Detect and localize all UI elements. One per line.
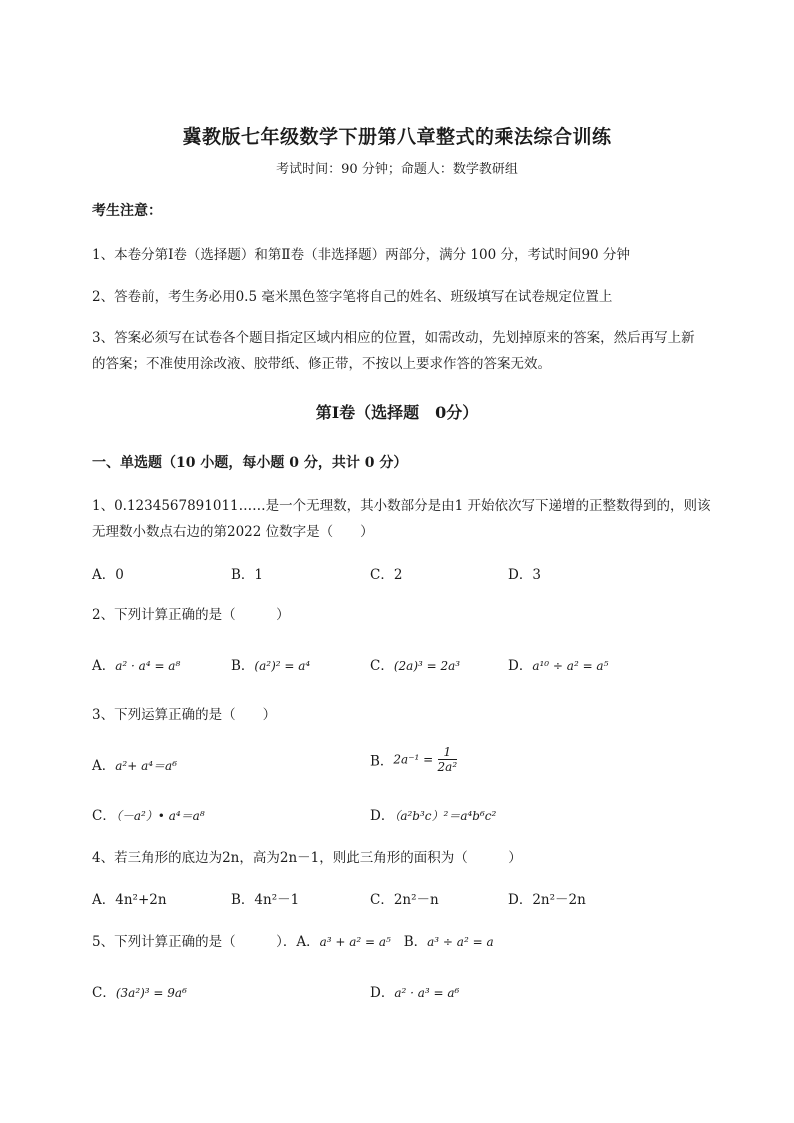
q2-stem: 2、下列计算正确的是（ ） bbox=[92, 607, 290, 623]
q3-option-a bbox=[92, 754, 177, 774]
notice-item-3-line2: 的答案；不准使用涂改液、胶带纸、修正带，不按以上要求作答的答案无效。 bbox=[92, 356, 551, 372]
q2-option-a bbox=[92, 654, 180, 674]
q2-option-b-formula: (a²)² = a⁴ bbox=[254, 659, 311, 673]
notice-item-1: 1、本卷分第Ⅰ卷（选择题）和第Ⅱ卷（非选择题）两部分，满分 100 分，考试时间90 分钟 bbox=[92, 247, 630, 263]
q2-option-a-label: A． bbox=[92, 658, 116, 674]
q5-option-d-formula: a² · a³ = a⁶ bbox=[394, 986, 460, 1000]
q3-option-d bbox=[370, 804, 496, 824]
q4-option-a: A．4n²+2n bbox=[92, 892, 167, 908]
q2-option-b-label: B． bbox=[231, 658, 255, 674]
q5-stem: 5、下列计算正确的是（ ）． bbox=[92, 934, 297, 950]
part-heading: 一、单选题（10 小题，每小题 0 分，共计 0 分） bbox=[92, 455, 408, 471]
q3-option-c-formula: （－a²）• a⁴＝a⁸ bbox=[115, 809, 205, 823]
q1-option-a: A．0 bbox=[92, 567, 124, 583]
q2-option-c-label: C． bbox=[370, 658, 394, 674]
q3-option-b-numerator: 1 bbox=[438, 745, 458, 760]
q2-option-c-formula: (2a)³ = 2a³ bbox=[393, 659, 461, 673]
q4-option-c: C．2n²－n bbox=[370, 892, 439, 908]
q3-option-b bbox=[370, 745, 457, 774]
q1-option-b: B．1 bbox=[231, 567, 264, 583]
q2-option-d bbox=[508, 654, 608, 674]
q5-option-c bbox=[92, 981, 187, 1001]
q2-option-a-formula: a² · a⁴ = a⁸ bbox=[115, 659, 181, 673]
q3-option-b-fraction bbox=[438, 745, 458, 774]
q5-option-a-formula: a³ + a² = a⁵ bbox=[319, 935, 391, 949]
q3-option-c-label: C． bbox=[92, 808, 116, 824]
q3-option-a-formula: a²+ a⁴＝a⁶ bbox=[115, 759, 178, 773]
q5-option-b-formula: a³ ÷ a² = a bbox=[427, 935, 494, 949]
document-title: 冀教版七年级数学下册第八章整式的乘法综合训练 bbox=[182, 126, 612, 148]
q4-option-b: B．4n²－1 bbox=[231, 892, 300, 908]
q3-option-b-denominator: 2a² bbox=[437, 760, 458, 774]
q5-stem-row bbox=[92, 930, 494, 950]
q3-option-d-label: D． bbox=[370, 808, 395, 824]
q5-option-a-label: A． bbox=[296, 934, 320, 950]
q4-stem: 4、若三角形的底边为2n，高为2n－1，则此三角形的面积为（ ） bbox=[92, 850, 522, 866]
q3-option-b-lhs: 2a⁻¹ = bbox=[393, 752, 434, 767]
notice-heading: 考生注意： bbox=[92, 203, 162, 219]
q1-stem-line2: 无理数小数点右边的第2022 位数字是（ ） bbox=[92, 524, 374, 540]
q1-stem-line1: 1、0.1234567891011……是一个无理数，其小数部分是由1 开始依次写下递增的正整数得到的，则该 bbox=[92, 498, 711, 514]
q2-option-d-label: D． bbox=[508, 658, 533, 674]
notice-item-3-line1: 3、答案必须写在试卷各个题目指定区域内相应的位置，如需改动，先划掉原来的答案，然后再写上新 bbox=[92, 330, 695, 346]
q5-option-c-formula: (3a²)³ = 9a⁶ bbox=[115, 986, 187, 1000]
q1-option-c: C．2 bbox=[370, 567, 403, 583]
section-title: 第Ⅰ卷（选择题 0分） bbox=[315, 403, 479, 422]
q3-option-c bbox=[92, 804, 205, 824]
q3-stem: 3、下列运算正确的是（ ） bbox=[92, 707, 277, 723]
q5-option-d bbox=[370, 981, 459, 1001]
q5-option-c-label: C． bbox=[92, 985, 116, 1001]
q5-option-d-label: D． bbox=[370, 985, 395, 1001]
q3-option-a-label: A． bbox=[92, 758, 116, 774]
q1-option-d: D．3 bbox=[508, 567, 541, 583]
document-subtitle: 考试时间：90 分钟；命题人：数学教研组 bbox=[276, 162, 518, 177]
q2-option-b bbox=[231, 654, 310, 674]
q3-option-d-formula: （a²b³c）²＝a⁴b⁶c² bbox=[394, 809, 497, 823]
q2-option-d-formula: a¹⁰ ÷ a² = a⁵ bbox=[532, 659, 609, 673]
q3-option-b-label: B． bbox=[370, 753, 394, 770]
q4-option-d: D．2n²－2n bbox=[508, 892, 586, 908]
q2-option-c bbox=[370, 654, 460, 674]
notice-item-2: 2、答卷前，考生务必用0.5 毫米黑色签字笔将自己的姓名、班级填写在试卷规定位置上 bbox=[92, 289, 613, 305]
q5-option-b-label: B． bbox=[403, 934, 428, 950]
